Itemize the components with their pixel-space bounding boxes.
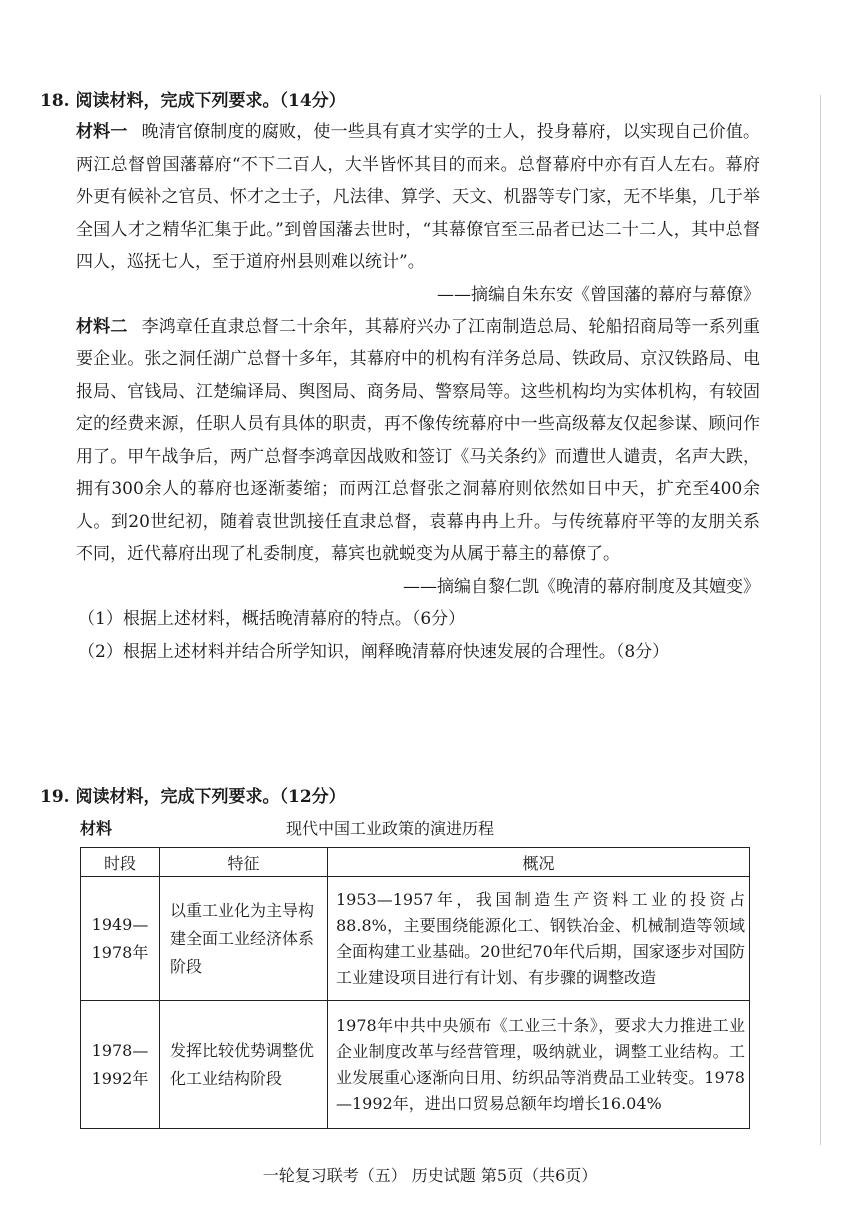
question-18-title: 18. 阅读材料，完成下列要求。（14分） <box>40 91 346 111</box>
feature-cell: 发挥比较优势调整优化工业结构阶段 <box>160 1001 328 1129</box>
header-period: 时段 <box>81 848 160 877</box>
material-label: 材料 <box>80 819 113 838</box>
question-18-part-2: （2）根据上述材料并结合所学知识，阐释晚清幕府快速发展的合理性。（8分） <box>78 641 670 662</box>
period-cell: 1978—1992年 <box>81 1001 160 1129</box>
material-1-label: 材料一 <box>76 122 128 142</box>
page-footer: 一轮复习联考（五） 历史试题 第5页（共6页） <box>262 1166 598 1185</box>
industrial-policy-table <box>80 847 750 1129</box>
period-cell: 1949—1978年 <box>81 877 160 1001</box>
question-18 <box>40 86 760 669</box>
question-18-part-1: （1）根据上述材料，概括晚清幕府的特点。（6分） <box>78 608 466 629</box>
overview-cell: 1978年中共中央颁布《工业三十条》，要求大力推进工业企业制度改革与经营管理，吸纳就业，调整工业结构。工业发展重心逐渐向日用、纺织品等消费品工业转变。1978—1992年，进出口贸易总额年均增长16.04% <box>328 1001 750 1129</box>
question-19 <box>40 782 760 844</box>
material-2 <box>76 311 760 571</box>
margin-line <box>820 95 821 1145</box>
material-1-source: ——摘编自朱东安《曾国藩的幕府与幕僚》 <box>437 284 760 305</box>
question-19-title: 19. 阅读材料，完成下列要求。（12分） <box>40 787 346 807</box>
material-2-text: 李鸿章任直隶总督二十余年，其幕府兴办了江南制造总局、轮船招商局等一系列重要企业。张之洞任湖广总督十多年，其幕府中的机构有洋务总局、铁政局、京汉铁路局、电报局、官钱局、江楚编译局、舆图局、商务局、警察局等。这些机构均为实体机构，有较固定的经费来源，任职人员有具体的职责，再不像传统幕府中一些高级幕友仅起参谋、顾问作用了。甲午战争后，两广总督李鸿章因战败和签订《马关条约》而遭世人谴责，名声大跌，拥有300余人的幕府也逐渐萎缩；而两江总督张之洞幕府则依然如日中天，扩充至400余人。到20世纪初，随着袁世凯接任直隶总督，袁幕冉冉上升。与传统幕府平等的友朋关系不同，近代幕府出现了札委制度，幕宾也就蜕变为从属于幕主的幕僚了。 <box>76 316 761 564</box>
table-row <box>81 877 750 1001</box>
table-header-row <box>81 848 750 877</box>
material-2-label: 材料二 <box>76 316 128 337</box>
table-caption: 现代中国工业政策的演进历程 <box>286 819 495 838</box>
overview-cell: 1953—1957年，我国制造生产资料工业的投资占88.8%，主要围绕能源化工、钢铁冶金、机械制造等领域全面构建工业基础。20世纪70年代后期，国家逐步对国防工业建设项目进行有计划、有步骤的调整改造 <box>328 877 750 1001</box>
table-row <box>81 1001 750 1129</box>
material-1-text: 晚清官僚制度的腐败，使一些具有真才实学的士人，投身幕府，以实现自己价值。两江总督曾国藩幕府“不下二百人，大半皆怀其目的而来。总督幕府中亦有百人左右。幕府外更有候补之官员、怀才之士子，凡法律、算学、天文、机器等专门家，无不毕集，几于举全国人才之精华汇集于此。”到曾国藩去世时，“其幕僚官至三品者已达二十二人，其中总督四人，巡抚七人，至于道府州县则难以统计”。 <box>76 122 761 272</box>
table-caption-row <box>40 812 760 844</box>
feature-cell: 以重工业化为主导构建全面工业经济体系阶段 <box>160 877 328 1001</box>
material-1 <box>76 116 760 279</box>
header-feature: 特征 <box>160 848 328 877</box>
header-overview: 概况 <box>328 848 750 877</box>
material-2-source: ——摘编自黎仁凯《晚清的幕府制度及其嬗变》 <box>403 576 760 597</box>
